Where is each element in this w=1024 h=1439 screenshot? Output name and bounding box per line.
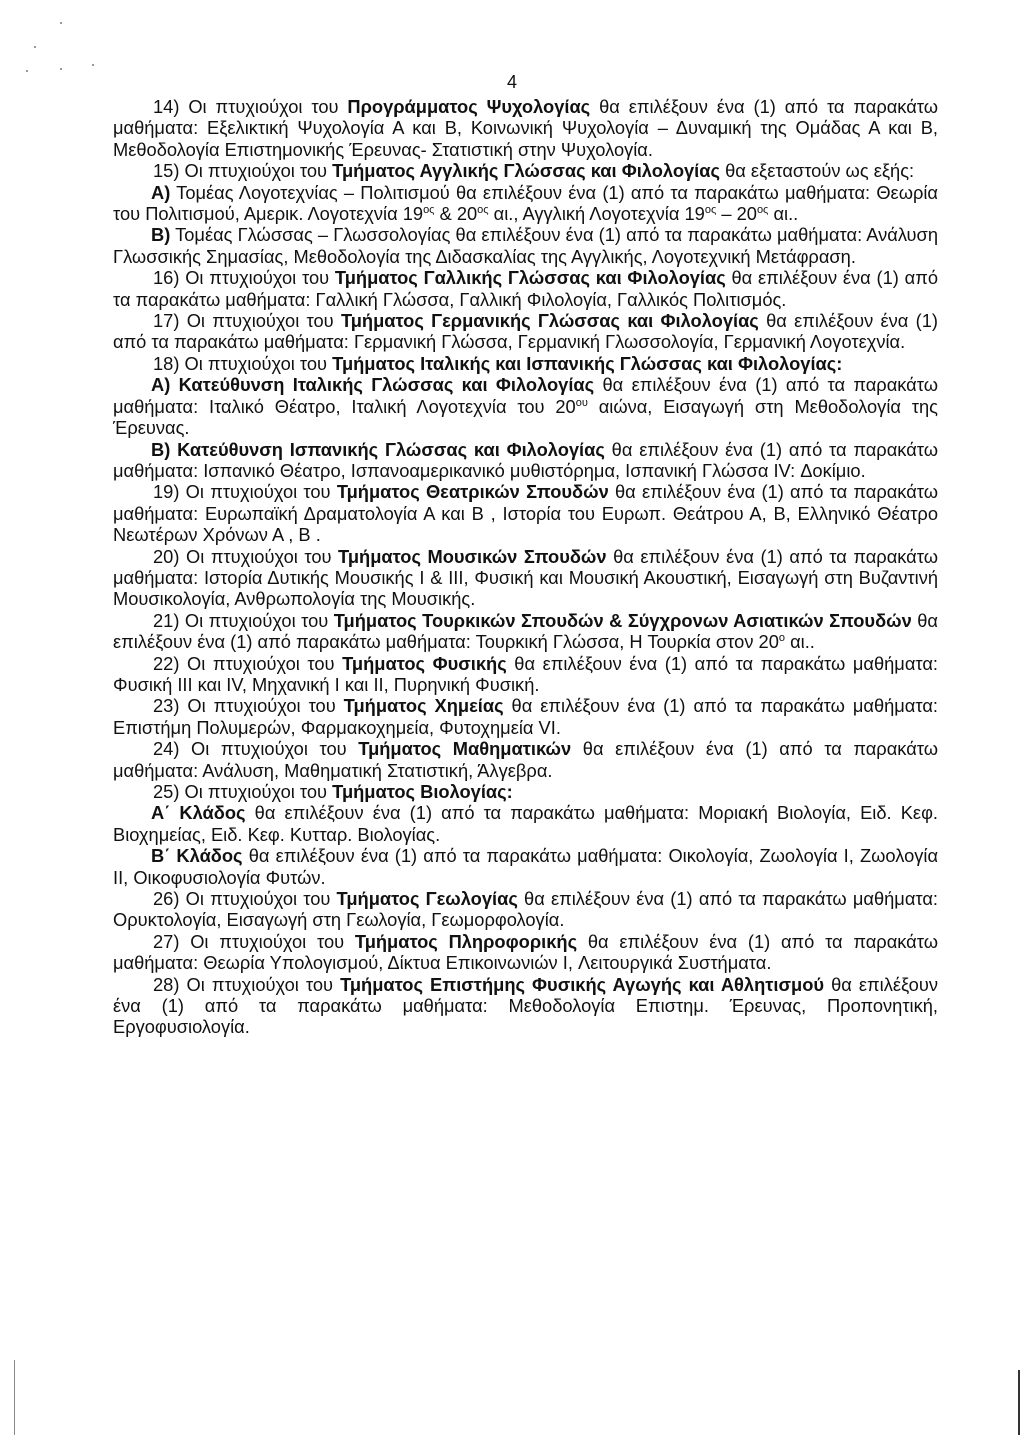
paragraph-text: θα επιλέξουν ένα (1) από τα παρακάτω μαθήματα: Ιταλικό Θέατρο, Ιταλική Λογοτεχνία του 20 xyxy=(113,374,938,417)
paragraph-text: αι.. xyxy=(785,631,815,653)
superscript-text: ος xyxy=(756,204,769,217)
paragraph-text: 14) Οι πτυχιούχοι του xyxy=(153,96,348,117)
bold-text: Τμήματος Γαλλικής Γλώσσας και Φιλολογίας xyxy=(334,267,726,289)
paragraph-text: θα επιλέξουν ένα (1) από τα παρακάτω μαθήματα: Ισπανικό Θέατρο, Ισπανοαμερικανικό μυθιστόρημα, Ισπανική Γλώσσα IV: Δοκίμιο. xyxy=(113,438,938,481)
bold-text: Τμήματος Τουρκικών Σπουδών & Σύγχρονων Ασιατικών Σπουδών xyxy=(333,609,912,631)
bold-text: Τμήματος Πληροφορικής xyxy=(354,930,578,952)
bold-text: Τμήματος Γεωλογίας xyxy=(336,888,518,910)
paragraph-text: θα επιλέξουν ένα (1) από τα παρακάτω μαθήματα: Μοριακή Βιολογία, Ειδ. Κεφ. Βιοχημείας, Ειδ. Κεφ. Κυτταρ. Βιολογίας. xyxy=(113,802,938,845)
paragraph xyxy=(113,546,938,610)
paragraph xyxy=(113,781,938,802)
document-body xyxy=(113,96,938,1038)
paragraph-text: & 20 xyxy=(434,203,478,225)
paragraph-text: 15) Οι πτυχιούχοι του xyxy=(153,160,333,182)
paragraph-text: 20) Οι πτυχιούχοι του xyxy=(153,545,339,567)
paragraph-text: Τομέας Λογοτεχνίας – Πολιτισμού θα επιλέξουν ένα (1) από τα παρακάτω μαθήματα: Θεωρία του Πολιτισμού, Αμερικ. Λογοτεχνία 19 xyxy=(113,181,938,225)
paragraph xyxy=(113,610,938,653)
paragraph xyxy=(113,481,938,545)
bold-text: Τμήματος Μουσικών Σπουδών xyxy=(338,545,607,567)
paragraph xyxy=(113,888,938,931)
bold-text: Τμήματος Φυσικής xyxy=(342,652,507,674)
paragraph xyxy=(113,653,938,696)
scan-edge-line xyxy=(1018,1370,1020,1435)
scan-speck xyxy=(92,64,94,66)
paragraph-text: θα επιλέξουν ένα (1) από τα παρακάτω μαθήματα: Μεθοδολογία Επιστημ. Έρευνας, Προπονητική, Εργοφυσιολογία. xyxy=(113,973,938,1038)
paragraph-text: θα επιλέξουν ένα (1) από τα παρακάτω μαθήματα: Γαλλική Γλώσσα, Γαλλική Φιλολογία, Γαλλικός Πολιτισμός. xyxy=(113,267,938,310)
paragraph-text: θα επιλέξουν ένα (1) από τα παρακάτω μαθήματα: Ιστορία Δυτικής Μουσικής I & III, Φυσική και Μουσική Ακουστική, Εισαγωγή στη Βυζαντινή Μουσικολογία, Ανθρωπολογία της Μουσικής. xyxy=(113,545,938,610)
paragraph xyxy=(113,160,938,181)
scan-speck xyxy=(60,68,62,70)
superscript-text: ο xyxy=(778,632,785,645)
paragraph-text: 21) Οι πτυχιούχοι του xyxy=(153,609,334,631)
bold-text: Α) Κατεύθυνση Ιταλικής Γλώσσας και Φιλολογίας xyxy=(151,374,595,396)
paragraph-text: θα επιλέξουν ένα (1) από τα παρακάτω μαθήματα: Ευρωπαϊκή Δραματολογία Α και Β , Ιστορία του Ευρωπ. Θεάτρου Α, Β, Ελληνικό Θέατρο Νεωτέρων Χρόνων Α , Β . xyxy=(113,481,939,546)
bold-text: Τμήματος Βιολογίας: xyxy=(332,781,513,802)
paragraph xyxy=(113,802,938,845)
paragraph-text: θα επιλέξουν ένα (1) από τα παρακάτω μαθήματα: Οικολογία, Ζωολογία I, Ζωολογία II, Οικοφυσιολογία Φυτών. xyxy=(113,845,939,888)
paragraph-text: θα επιλέξουν ένα (1) από τα παρακάτω μαθήματα: Ορυκτολογία, Εισαγωγή στη Γεωλογία, Γεωμορφολογία. xyxy=(113,888,939,931)
superscript-text: ος xyxy=(477,204,489,217)
paragraph xyxy=(113,310,938,353)
paragraph-text: Τομέας Γλώσσας – Γλωσσολογίας θα επιλέξουν ένα (1) από τα παρακάτω μαθήματα: Ανάλυση Γλωσσικής Σημασίας, Μεθοδολογία της Διδασκαλίας της Αγγλικής, Λογοτεχνική Μετάφραση. xyxy=(113,224,938,267)
bold-text: Β) Κατεύθυνση Ισπανικής Γλώσσας και Φιλολογίας xyxy=(151,438,605,460)
paragraph xyxy=(113,845,938,888)
paragraph-text: αι.. xyxy=(768,203,799,225)
paragraph-text: 23) Οι πτυχιούχοι του xyxy=(153,695,344,717)
paragraph-text: αι., Αγγλική Λογοτεχνία 19 xyxy=(488,203,705,225)
paragraph-text: 22) Οι πτυχιούχοι του xyxy=(153,652,343,674)
bold-text: Τμήματος Θεατρικών Σπουδών xyxy=(336,481,609,503)
paragraph-text: 19) Οι πτυχιούχοι του xyxy=(153,481,337,503)
paragraph-text: 26) Οι πτυχιούχοι του xyxy=(153,888,337,910)
paragraph xyxy=(113,374,938,438)
paragraph-text: 24) Οι πτυχιούχοι του xyxy=(153,738,359,760)
paragraph-text: θα επιλέξουν ένα (1) από τα παρακάτω μαθήματα: Γερμανική Γλώσσα, Γερμανική Γλωσσολογία, Γερμανική Λογοτεχνία. xyxy=(113,310,938,353)
paragraph xyxy=(113,224,938,267)
paragraph xyxy=(113,182,938,225)
paragraph-text: 17) Οι πτυχιούχοι του xyxy=(153,310,341,332)
paragraph xyxy=(113,738,938,781)
paragraph-text: 16) Οι πτυχιούχοι του xyxy=(153,267,335,289)
superscript-text: ος xyxy=(704,204,717,217)
bold-text: Τμήματος Επιστήμης Φυσικής Αγωγής και Αθλητισμού xyxy=(340,973,825,995)
paragraph-text: θα επιλέξουν ένα (1) από τα παρακάτω μαθήματα: Θεωρία Υπολογισμού, Δίκτυα Επικοινωνιών I, Λειτουργικά Συστήματα. xyxy=(113,930,938,974)
page-number: 4 xyxy=(506,72,517,92)
paragraph-text: θα επιλέξουν ένα (1) από τα παρακάτω μαθήματα: Επιστήμη Πολυμερών, Φαρμακοχημεία, Φυτοχημεία VI. xyxy=(113,695,938,738)
superscript-text: ου xyxy=(575,396,588,409)
bold-text: Τμήματος Μαθηματικών xyxy=(358,738,572,760)
bold-text: Α) xyxy=(151,181,171,203)
bold-text: Τμήματος Γερμανικής Γλώσσας και Φιλολογίας xyxy=(340,310,759,332)
paragraph xyxy=(113,931,938,974)
bold-text: Τμήματος Ιταλικής και Ισπανικής Γλώσσας και Φιλολογίας: xyxy=(332,352,843,374)
paragraph-text: 27) Οι πτυχιούχοι του xyxy=(153,930,355,952)
paragraph xyxy=(113,439,938,482)
bold-text: Α΄ Κλάδος xyxy=(151,802,246,824)
bold-text: Προγράμματος Ψυχολογίας xyxy=(347,96,591,117)
paragraph xyxy=(113,267,938,310)
bold-text: Τμήματος Αγγλικής Γλώσσας και Φιλολογίας xyxy=(332,160,720,182)
bold-text: Β΄ Κλάδος xyxy=(151,845,243,867)
paragraph-text: θα εξεταστούν ως εξής: xyxy=(720,160,915,182)
paragraph-text: θα επιλέξουν ένα (1) από παρακάτω μαθήματα: Τουρκική Γλώσσα, Η Τουρκία στον 20 xyxy=(113,609,938,653)
scan-speck xyxy=(34,46,36,48)
scan-edge-line xyxy=(14,1360,15,1435)
paragraph xyxy=(113,974,938,1038)
paragraph xyxy=(113,353,938,374)
paragraph-text: 18) Οι πτυχιούχοι του xyxy=(153,352,333,374)
paragraph-text: θα επιλέξουν ένα (1) από τα παρακάτω μαθήματα: Ανάλυση, Μαθηματική Στατιστική, Άλγεβρα. xyxy=(113,738,938,781)
paragraph-text: 25) Οι πτυχιούχοι του xyxy=(153,781,333,802)
paragraph xyxy=(113,695,938,738)
paragraph-text: 28) Οι πτυχιούχοι του xyxy=(153,973,341,995)
paragraph-text: θα επιλέξουν ένα (1) από τα παρακάτω μαθήματα: Φυσική III και IV, Μηχανική I και II, Πυρηνική Φυσική. xyxy=(113,652,939,695)
paragraph-text: – 20 xyxy=(716,203,757,225)
paragraph xyxy=(113,96,938,160)
paragraph-text: θα επιλέξουν ένα (1) από τα παρακάτω μαθήματα: Εξελικτική Ψυχολογία Α και Β, Κοινωνική Ψυχολογία – Δυναμική της Ομάδας Α και Β, Μεθοδολογία Επιστημονικής Έρευνας- Στατιστική στην Ψυχολογία. xyxy=(113,96,939,160)
superscript-text: ος xyxy=(423,204,435,217)
scan-speck xyxy=(60,22,62,24)
bold-text: Β) xyxy=(151,224,171,246)
bold-text: Τμήματος Χημείας xyxy=(343,695,504,717)
paragraph-text: αιώνα, Εισαγωγή στη Μεθοδολογία της Έρευνας. xyxy=(113,395,938,439)
